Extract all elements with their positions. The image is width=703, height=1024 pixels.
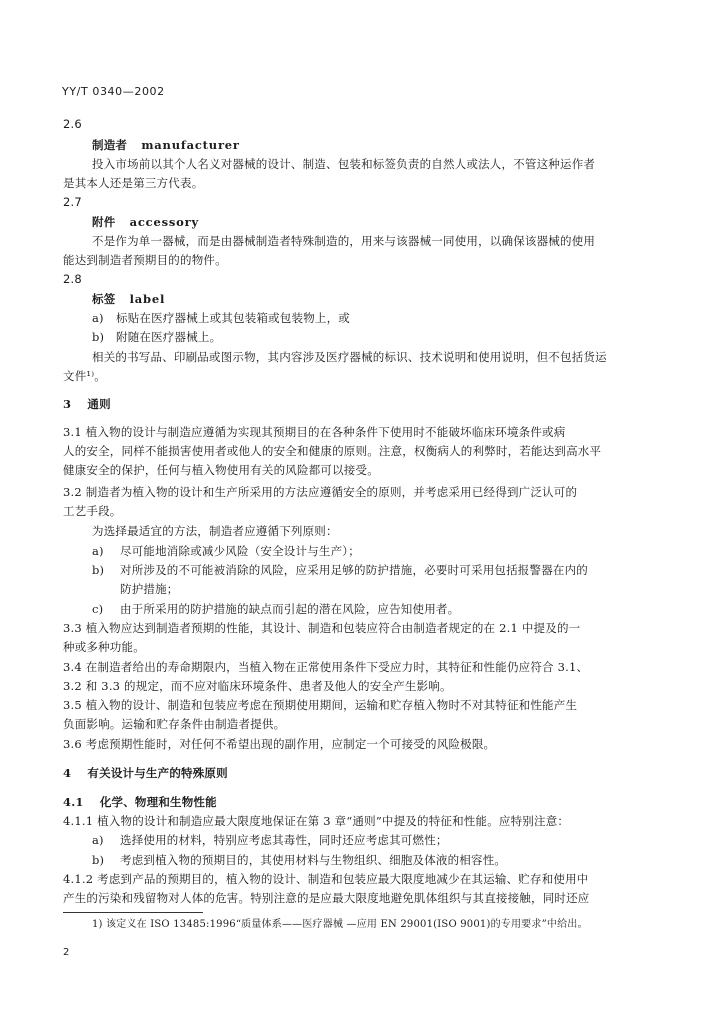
term-en: label	[129, 292, 166, 306]
term-zh: 标签	[92, 292, 116, 306]
paragraph-text: 3.6 考虑预期性能时，对任何不希望出现的副作用，应制定一个可接受的风险极限。	[63, 737, 496, 751]
list-marker: a)	[92, 833, 104, 847]
paragraph-text: 产生的污染和残留物对人体的危害。特别注意的是应最大限度地避免肌体组织与其直接接触，同时还应	[63, 891, 590, 905]
paragraph-text: 3.2 和 3.3 的规定，而不应对临床环境条件、患者及他人的安全产生影响。	[63, 679, 452, 693]
page-number: 2	[63, 947, 70, 958]
list-marker: b)	[92, 330, 105, 344]
chapter-title: 有关设计与生产的特殊原则	[87, 766, 228, 780]
chapter-heading	[63, 397, 111, 411]
definition-text: 是其本人还是第三方代表。	[63, 176, 204, 190]
paragraph-text: 4.1.1 植入物的设计和制造应最大限度地保证在第 3 章“通则”中提及的特征和性能。应特别注意：	[63, 814, 570, 828]
section-heading	[63, 795, 217, 809]
section-title: 化学、物理和生物性能	[99, 795, 217, 809]
paragraph-text: 种或多种功能。	[63, 640, 145, 654]
clause-number: 2.8	[63, 272, 82, 286]
list-marker: a)	[92, 544, 104, 558]
chapter-heading	[63, 766, 228, 780]
list-item-text: 由于所采用的防护措施的缺点而引起的潜在风险，应告知使用者。	[120, 602, 460, 616]
paragraph-text: 为选择最适宜的方法，制造者应遵循下列原则：	[92, 524, 338, 538]
definition-text: 不是作为单一器械，而是由器械制造者特殊制造的，用来与该器械一同使用，以确保该器械的使用	[92, 234, 596, 248]
definition-text: 能达到制造者预期目的的物件。	[63, 253, 227, 267]
list-item-text: 防护措施；	[120, 582, 179, 596]
list-marker: b)	[92, 563, 105, 577]
paragraph-text: 3.1 植入物的设计与制造应遵循为实现其预期目的在各种条件下使用时不能破坏临床环境条件或病	[63, 425, 566, 439]
definition-text: 投入市场前以其个人名义对器械的设计、制造、包装和标签负责的自然人或法人，不管这种运作者	[92, 157, 596, 171]
term-en: manufacturer	[141, 138, 240, 152]
paragraph-text: 人的安全，同样不能损害使用者或他人的安全和健康的原则。注意，权衡病人的利弊时，若能达到高水平	[63, 444, 602, 458]
term-heading	[92, 138, 240, 152]
paragraph-text: 3.2 制造者为植入物的设计和生产所采用的方法应遵循安全的原则，并考虑采用已经得到广泛认可的	[63, 485, 578, 499]
definition-text: 文件¹⁾。	[63, 369, 106, 383]
term-zh: 制造者	[92, 138, 128, 152]
term-heading	[92, 215, 199, 229]
term-zh: 附件	[92, 215, 116, 229]
chapter-number: 4	[63, 766, 72, 780]
list-item-text: 附随在医疗器械上。	[116, 330, 222, 344]
term-heading	[92, 292, 165, 306]
standard-number: YY/T 0340—2002	[62, 85, 165, 98]
list-marker: a)	[92, 311, 104, 325]
term-en: accessory	[129, 215, 199, 229]
chapter-number: 3	[63, 397, 72, 411]
chapter-title: 通则	[87, 397, 111, 411]
paragraph-text: 3.5 植入物的设计、制造和包装应考虑在预期使用期间，运输和贮存植入物时不对其特征和性能产生	[63, 698, 578, 712]
list-item-text: 选择使用的材料，特别应考虑其毒性，同时还应考虑其可燃性；	[120, 833, 448, 847]
clause-number: 2.6	[63, 117, 82, 131]
list-marker: c)	[92, 602, 104, 616]
list-item-text: 对所涉及的不可能被消除的风险，应采用足够的防护措施，必要时可采用包括报警器在内的	[120, 563, 588, 577]
paragraph-text: 3.3 植入物应达到制造者预期的性能，其设计、制造和包装应符合由制造者规定的在 2.1 中提及的一	[63, 621, 581, 635]
paragraph-text: 负面影响。运输和贮存条件由制造者提供。	[63, 717, 286, 731]
paragraph-text: 工艺手段。	[63, 504, 122, 518]
list-item-text: 考虑到植入物的预期目的，其使用材料与生物组织、细胞及体液的相容性。	[120, 853, 507, 867]
footnote-text: 1) 该定义在 ISO 13485:1996“质量体系——医疗器械 —应用 EN 29001(ISO 9001)的专用要求”中给出。	[92, 919, 588, 930]
list-marker: b)	[92, 853, 105, 867]
paragraph-text: 4.1.2 考虑到产品的预期目的，植入物的设计、制造和包装应最大限度地减少在其运输、贮存和使用中	[63, 872, 589, 886]
paragraph-text: 健康安全的保护，任何与植入物使用有关的风险都可以接受。	[63, 463, 379, 477]
footnote-rule	[63, 912, 203, 913]
list-item-text: 标贴在医疗器械上或其包装箱或包装物上，或	[116, 311, 350, 325]
list-item-text: 尽可能地消除或减少风险（安全设计与生产）；	[120, 544, 360, 558]
paragraph-text: 3.4 在制造者给出的寿命期限内，当植入物在正常使用条件下受应力时，其特征和性能仍应符合 3.1、	[63, 660, 589, 674]
clause-number: 2.7	[63, 195, 82, 209]
section-number: 4.1	[63, 795, 84, 809]
definition-text: 相关的书写品、印刷品或图示物，其内容涉及医疗器械的标识、技术说明和使用说明，但不包括货运	[92, 350, 607, 364]
